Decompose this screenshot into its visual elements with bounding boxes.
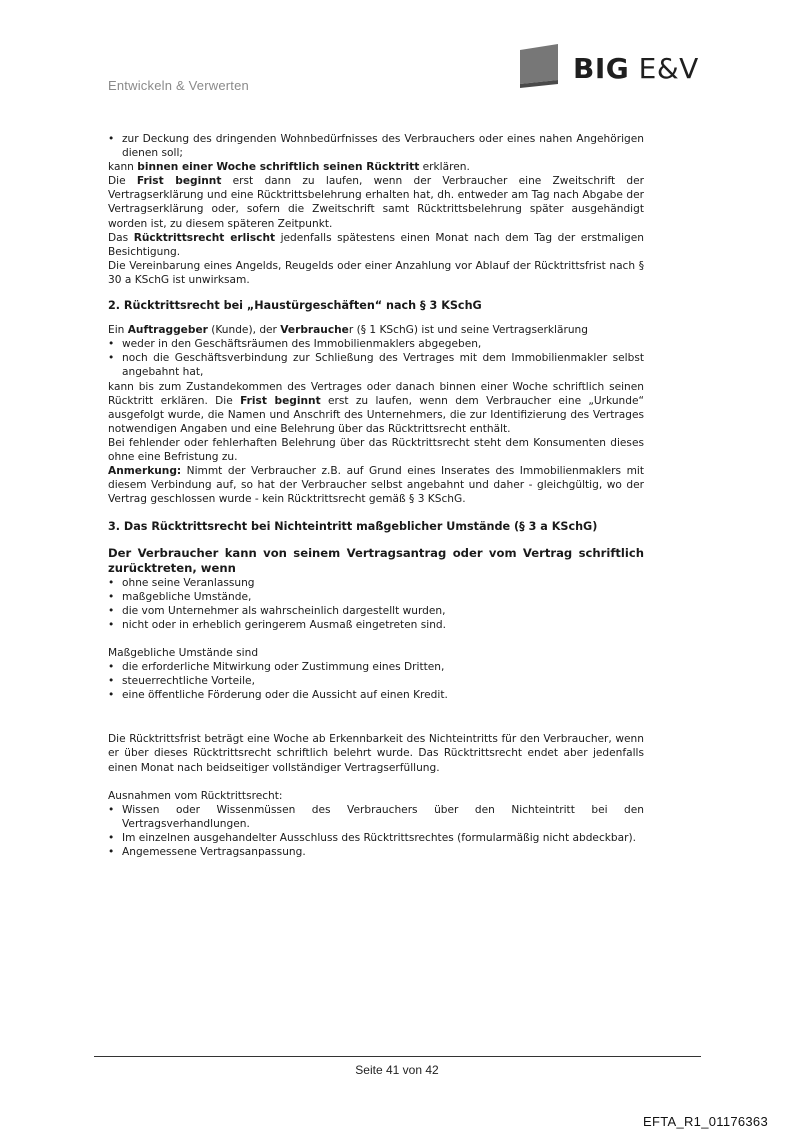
section3-ausnahmen-bullet: • Im einzelnen ausgehandelter Ausschluss des Rücktrittsrechtes (formularmäßig nicht abdeckbar).: [108, 831, 644, 845]
block1-bullet: • zur Deckung des dringenden Wohnbedürfnisses des Verbrauchers oder eines nahen Angehörigen dienen soll;: [108, 132, 644, 160]
section2-bullet-list: [108, 337, 644, 379]
section3-bullet: • maßgebliche Umstände,: [108, 590, 644, 604]
section3-bullet: • nicht oder in erheblich geringerem Ausmaß eingetreten sind.: [108, 618, 644, 632]
document-body: [108, 132, 644, 859]
section3-frist-para: Die Rücktrittsfrist beträgt eine Woche ab Erkennbarkeit des Nichteintritts für den Verbraucher, wenn er über dieses Rücktrittsrecht schriftlich belehrt wurde. Das Rücktrittsrecht endet aber jedenfalls einen Monat nach beidseitiger vollständiger Vertragserfüllung.: [108, 733, 644, 774]
section3-ausnahmen-label: Ausnahmen vom Rücktrittsrecht:: [108, 789, 283, 802]
section2-heading: 2. Rücktrittsrecht bei „Haustürgeschäften“ nach § 3 KSchG: [108, 299, 482, 313]
section3-bullet: • ohne seine Veranlassung: [108, 576, 644, 590]
section3-subheading: Der Verbraucher kann von seinem Vertragsantrag oder vom Vertrag schriftlich zurücktreten, wenn: [108, 546, 644, 576]
header-company-text: Entwickeln & Verwerten: [108, 78, 249, 93]
big-ev-logo: [520, 44, 710, 94]
section2-intro: Ein Auftraggeber (Kunde), der Verbraucher (§ 1 KSchG) ist und seine Vertragserklärung: [108, 324, 588, 337]
section3-umstaende-bullet: • steuerrechtliche Vorteile,: [108, 674, 644, 688]
section3-bullet: • die vom Unternehmer als wahrscheinlich dargestellt wurden,: [108, 604, 644, 618]
section3-umstaende-bullet: • eine öffentliche Förderung oder die Aussicht auf einen Kredit.: [108, 688, 644, 702]
page-number: Seite 41 von 42: [355, 1063, 439, 1077]
section2-bullet: • noch die Geschäftsverbindung zur Schließung des Vertrages mit dem Immobilienmakler selbst angebahnt hat,: [108, 351, 644, 379]
document-id: EFTA_R1_01176363: [642, 1114, 768, 1129]
section3-umstaende-bullet: • die erforderliche Mitwirkung oder Zustimmung eines Dritten,: [108, 660, 644, 674]
block1-erlischt-para: Das Rücktrittsrecht erlischt jedenfalls spätestens einen Monat nach dem Tag der erstmaligen Besichtigung.: [108, 231, 644, 258]
section3-heading: 3. Das Rücktrittsrecht bei Nichteintritt maßgeblicher Umstände (§ 3 a KSchG): [108, 520, 598, 534]
section3-bullet-list: [108, 576, 644, 632]
section2-fehlende-belehrung: Bei fehlender oder fehlerhaften Belehrung über das Rücktrittsrecht steht dem Konsumenten dieses ohne eine Befristung zu.: [108, 436, 644, 463]
section2-anmerkung: Anmerkung: Nimmt der Verbraucher z.B. auf Grund eines Inserates des Immobilienmaklers mit diesem Verbindung auf, so hat der Verbraucher selbst angebahnt und daher - gleichgültig, wo der Vertrag geschlossen wurde - kein Rücktrittsrecht gemäß § 3 KSchG.: [108, 465, 644, 506]
section2-bullet: • weder in den Geschäftsräumen des Immobilienmaklers abgegeben,: [108, 337, 644, 351]
section2-frist-para: kann bis zum Zustandekommen des Vertrages oder danach binnen einer Woche schriftlich seinen Rücktritt erklären. Die Frist beginnt erst zu laufen, wenn dem Verbraucher eine „Urkunde“ ausgefolgt wurde, die Namen und Anschrift des Unternehmers, die zur Identifizierung des Vertrages notwendigen Angaben und eine Belehrung über das Rücktrittsrecht enthält.: [108, 380, 644, 435]
logo-text: [573, 52, 699, 85]
block1-angeld-para: Die Vereinbarung eines Angelds, Reugelds oder einer Anzahlung vor Ablauf der Rücktrittsfrist nach § 30 a KSchG ist unwirksam.: [108, 259, 644, 286]
section3-ausnahmen-list: [108, 803, 644, 859]
block1-ruecktritt-line: kann binnen einer Woche schriftlich seinen Rücktritt erklären.: [108, 161, 470, 174]
section3-ausnahmen-bullet: • Angemessene Vertragsanpassung.: [108, 845, 644, 859]
block1-frist-para: Die Frist beginnt erst dann zu laufen, wenn der Verbraucher eine Zweitschrift der Vertragserklärung und eine Rücktrittsbelehrung erhalten hat, dh. entweder am Tag nach Abgabe der Vertragserklärung oder, sofern die Zweitschrift samt Rücktrittsbelehrung später ausgehändigt worden ist, zu diesem späteren Zeitpunkt.: [108, 175, 644, 230]
section3-umstaende-label: Maßgebliche Umstände sind: [108, 647, 259, 659]
section3-ausnahmen-bullet: • Wissen oder Wissenmüssen des Verbrauchers über den Nichteintritt bei den Vertragsverhandlungen.: [108, 803, 644, 831]
block1-bullet-list: [108, 132, 644, 160]
logo-text-bold: BIG: [573, 52, 630, 85]
section3-umstaende-list: [108, 660, 644, 702]
footer-divider: [94, 1056, 701, 1057]
logo-text-rest: E&V: [638, 52, 699, 85]
logo-mark-icon: [520, 44, 558, 88]
